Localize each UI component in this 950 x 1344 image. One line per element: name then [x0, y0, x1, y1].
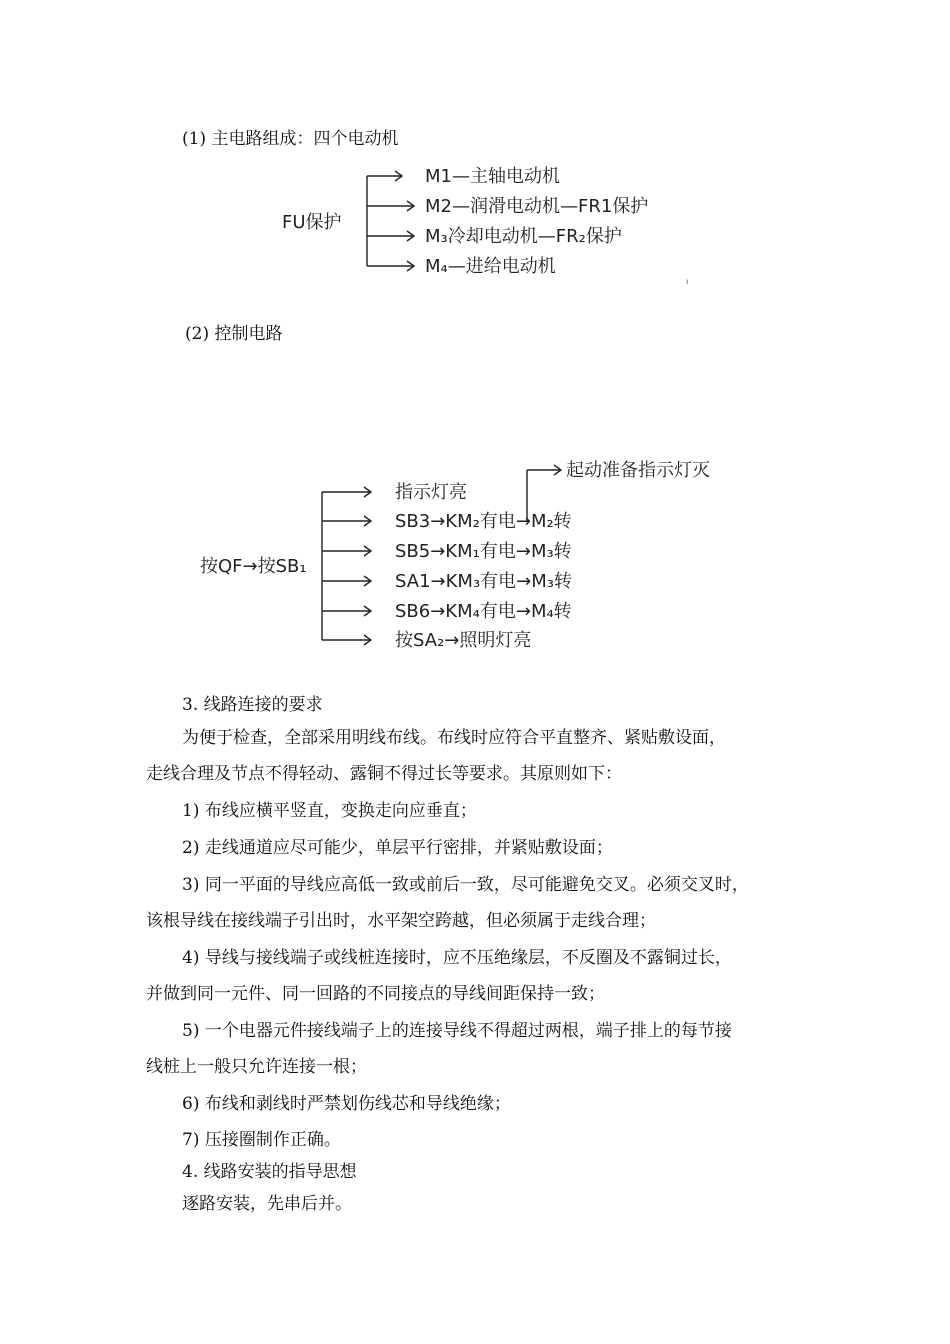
diagram2-branch-5: SB6→KM₄有电→M₄转: [395, 601, 572, 622]
diagram1-branch-3: M₃冷却电动机—FR₂保护: [425, 226, 622, 247]
diagram1-branch-4: M₄—进给电动机: [425, 256, 556, 277]
diagram1-branch-1: M1—主轴电动机: [425, 166, 560, 187]
diagram2-branch-4: SA1→KM₃有电→M₃转: [395, 571, 572, 592]
paragraph-line: 为便于检查，全部采用明线布线。布线时应符合平直整齐、紧贴敷设面，: [182, 728, 726, 748]
rule-2: 2) 走线通道应尽可能少，单层平行密排，并紧贴敷设面；: [182, 838, 613, 858]
diagram2-branch-2: SB3→KM₂有电→M₂转: [395, 511, 572, 532]
rule-1: 1) 布线应横平竖直，变换走向应垂直；: [182, 801, 477, 821]
rule-3-line-1: 3) 同一平面的导线应高低一致或前后一致，尽可能避免交叉。必须交叉时，: [182, 875, 749, 895]
section4-heading: 4. 线路安装的指导思想: [182, 1162, 357, 1182]
stray-mark: ı: [686, 277, 689, 286]
rule-3-line-2: 该根导线在接线端子引出时，水平架空跨越，但必须属于走线合理；: [146, 911, 656, 931]
rule-4-line-1: 4) 导线与接线端子或线桩连接时，应不压绝缘层，不反圈及不露铜过长，: [182, 948, 732, 968]
section3-heading: 3. 线路连接的要求: [182, 695, 323, 715]
rule-5-line-2: 线桩上一般只允许连接一根；: [146, 1057, 367, 1077]
section1-heading: (1) 主电路组成：四个电动机: [182, 129, 399, 149]
diagram1-root: FU保护: [282, 212, 342, 233]
diagram1-branch-2: M2—润滑电动机—FR1保护: [425, 196, 649, 217]
paragraph-line: 走线合理及节点不得轻动、露铜不得过长等要求。其原则如下：: [146, 764, 622, 784]
diagram2-branch-1: 指示灯亮: [395, 482, 467, 503]
diagram2-branch-6: 按SA₂→照明灯亮: [395, 630, 532, 651]
section2-heading: (2) 控制电路: [185, 324, 283, 344]
diagram2-top-branch: 起动准备指示灯灭: [566, 460, 710, 481]
section4-body: 逐路安装，先串后并。: [182, 1194, 352, 1214]
diagram2-branch-3: SB5→KM₁有电→M₃转: [395, 541, 572, 562]
rule-7: 7) 压接圈制作正确。: [182, 1130, 341, 1150]
rule-5-line-1: 5) 一个电器元件接线端子上的连接导线不得超过两根，端子排上的每节接: [182, 1021, 732, 1041]
rule-6: 6) 布线和剥线时严禁划伤线芯和导线绝缘；: [182, 1094, 511, 1114]
diagram2-root: 按QF→按SB₁: [200, 556, 307, 577]
rule-4-line-2: 并做到同一元件、同一回路的不同接点的导线间距保持一致；: [146, 984, 605, 1004]
